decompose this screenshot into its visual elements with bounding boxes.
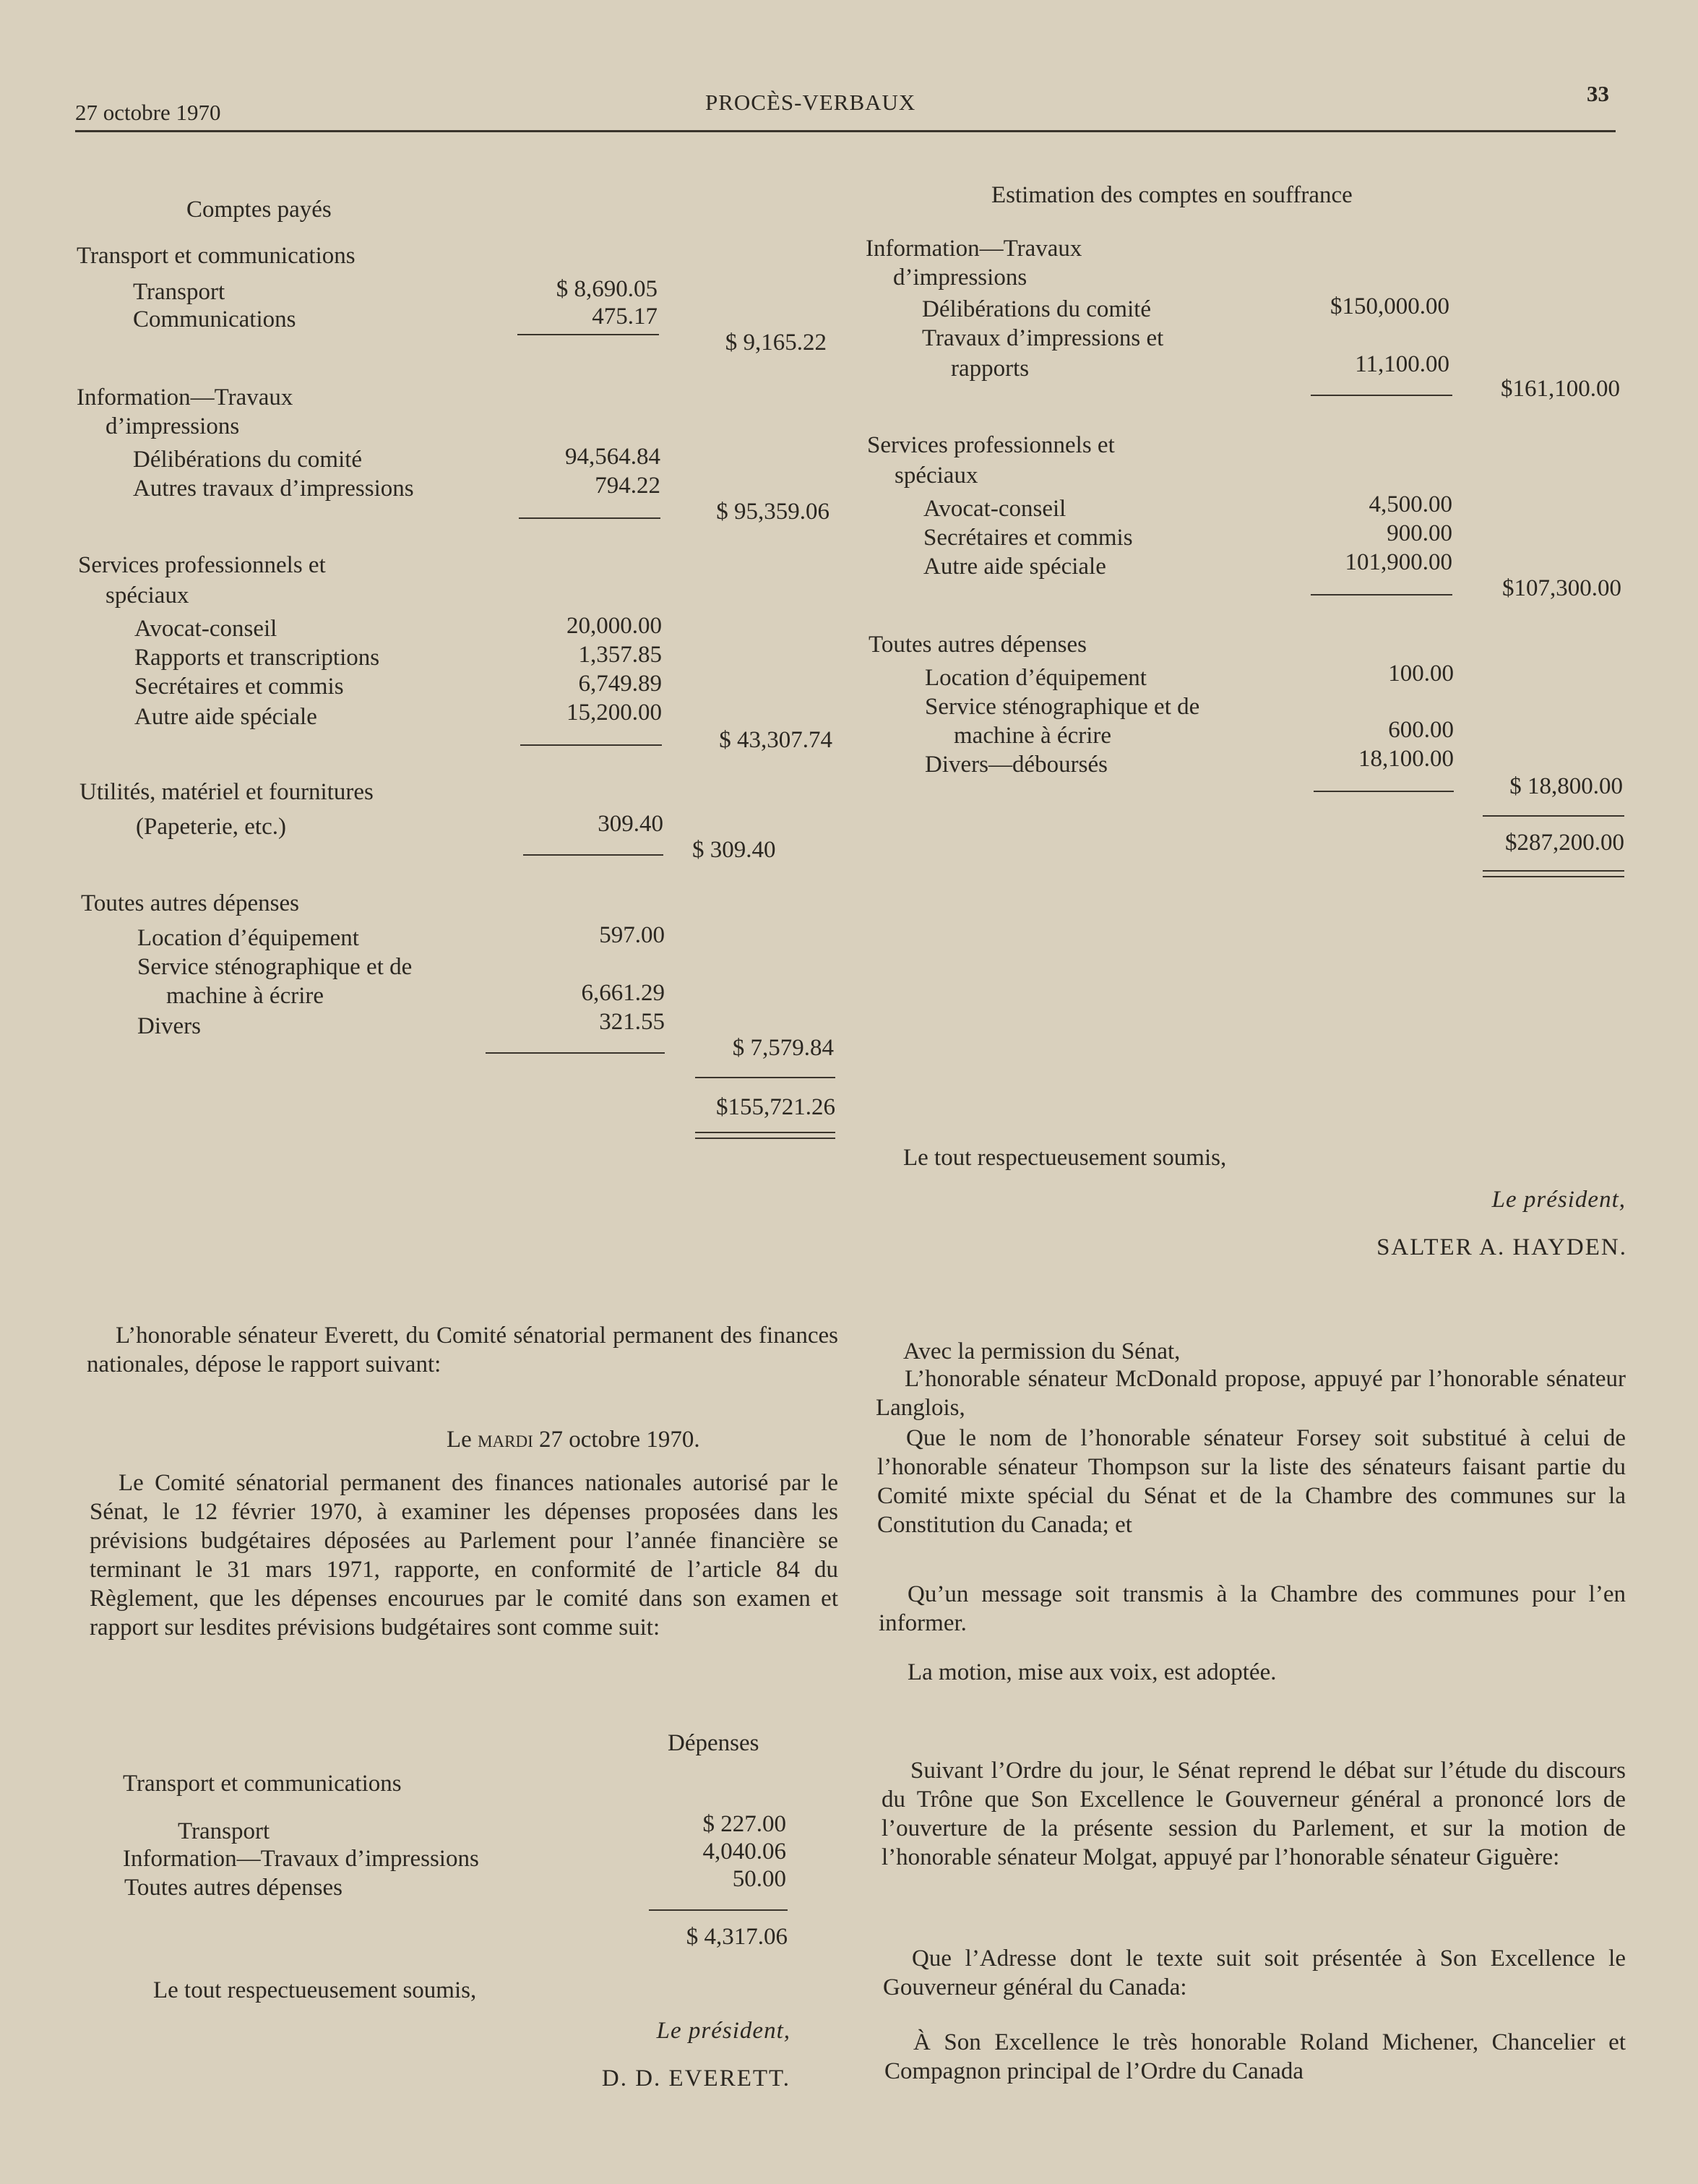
grand-total-rule — [695, 1077, 835, 1078]
signer-name: D. D. EVERETT. — [601, 2065, 790, 2091]
item-value: $150,000.00 — [1330, 293, 1449, 319]
section-title: Transport et communications — [77, 243, 355, 269]
closing-line: Le tout respectueusement soumis, — [153, 1977, 477, 2003]
motion-para3: Qu’un message soit transmis à la Chambre des communes pour l’en informer. — [879, 1581, 1626, 1636]
section-total: $ 309.40 — [692, 837, 776, 863]
item-value: 600.00 — [1388, 717, 1454, 743]
section-title-cont: d’impressions — [105, 413, 240, 439]
subtotal-rule — [1314, 791, 1454, 792]
debate-para2: Que l’Adresse dont le texte suit soit présentée à Son Excellence le Gouverneur général du Canada: — [883, 1946, 1626, 2000]
item-label: Information—Travaux d’impressions — [123, 1846, 479, 1872]
subtotal-rule — [1311, 594, 1452, 596]
item-label: Délibérations du comité — [133, 447, 363, 473]
item-value: $ 8,690.05 — [556, 276, 658, 302]
item-label: Secrétaires et commis — [923, 525, 1133, 551]
item-label-cont: rapports — [951, 356, 1030, 382]
item-value: 900.00 — [1387, 520, 1452, 546]
section-title: Services professionnels et — [78, 552, 326, 578]
header-date: 27 octobre 1970 — [75, 100, 221, 125]
item-label: Autre aide spéciale — [923, 554, 1106, 580]
section-total: $ 43,307.74 — [719, 727, 832, 753]
item-label: Autre aide spéciale — [134, 704, 317, 730]
item-label: Autres travaux d’impressions — [133, 476, 414, 502]
signer-title: Le président, — [656, 2018, 790, 2044]
section-title: Information—Travaux — [866, 236, 1082, 262]
section-title: Toutes autres dépenses — [81, 890, 299, 916]
subtotal-rule — [517, 334, 659, 335]
item-label: Divers — [137, 1013, 201, 1039]
report-date — [447, 1425, 700, 1454]
item-value: 4,500.00 — [1369, 491, 1452, 517]
section-total: $ 9,165.22 — [725, 330, 827, 356]
subtotal-rule — [486, 1052, 665, 1054]
item-value: 321.55 — [599, 1009, 665, 1035]
grand-total: $287,200.00 — [1505, 830, 1624, 856]
item-value: 597.00 — [599, 922, 665, 948]
item-value: 101,900.00 — [1345, 549, 1452, 575]
date-prefix: Le — [447, 1427, 472, 1453]
date-rest: 27 octobre 1970. — [538, 1427, 700, 1453]
report-body: Le Comité sénatorial permanent des finances nationales autorisé par le Sénat, le 12 février 1970, à examiner les dépenses proposées dans les prévisions budgétaires déposées au Parlement pour l’année financière se terminant le 31 mars 1971, rapporte, en conformité de l’article 84 du Règlement, que les dépenses encourues par le comité dans son examen et rapport sur lesdites prévisions budgétaires sont comme suit: — [90, 1470, 838, 1641]
subtotal-rule — [519, 517, 660, 519]
right-accounts-heading: Estimation des comptes en souffrance — [991, 182, 1353, 208]
section-title: Utilités, matériel et fournitures — [79, 779, 374, 805]
header-title: PROCÈS-VERBAUX — [705, 90, 916, 115]
item-label: Secrétaires et commis — [134, 674, 344, 700]
section-title: Information—Travaux — [77, 384, 293, 410]
item-label: Rapports et transcriptions — [134, 645, 380, 671]
item-value: 6,749.89 — [578, 671, 662, 697]
signer-name: SALTER A. HAYDEN. — [1376, 1234, 1627, 1260]
item-label: Location d’équipement — [925, 665, 1147, 691]
item-label: Travaux d’impressions et — [922, 325, 1164, 351]
section-total: $ 7,579.84 — [732, 1035, 834, 1061]
section-title-cont: spéciaux — [105, 582, 189, 609]
section-title: Services professionnels et — [867, 432, 1115, 458]
item-label: Délibérations du comité — [922, 296, 1152, 322]
closing-line: Le tout respectueusement soumis, — [903, 1145, 1227, 1171]
header-rule — [75, 130, 1616, 132]
item-value: 18,100.00 — [1358, 746, 1454, 772]
item-label: Toutes autres dépenses — [124, 1875, 342, 1901]
item-value: 4,040.06 — [702, 1839, 786, 1865]
item-value: 15,200.00 — [566, 700, 662, 726]
item-value: 1,357.85 — [578, 642, 662, 668]
section-title-cont: spéciaux — [895, 463, 978, 489]
subtotal-rule — [520, 744, 662, 746]
report-intro: L’honorable sénateur Everett, du Comité sénatorial permanent des finances nationales, dépose le rapport suivant: — [87, 1323, 838, 1377]
section-title: Toutes autres dépenses — [869, 632, 1087, 658]
item-value: 20,000.00 — [566, 613, 662, 639]
left-accounts-heading: Comptes payés — [186, 197, 332, 223]
item-value: 94,564.84 — [565, 444, 660, 470]
item-label: Service sténographique et de — [137, 954, 413, 980]
item-value: 50.00 — [732, 1866, 786, 1892]
item-label: Location d’équipement — [137, 925, 359, 951]
section-title-cont: d’impressions — [893, 265, 1027, 291]
motion-para1: L’honorable sénateur McDonald propose, appuyé par l’honorable sénateur Langlois, — [876, 1366, 1626, 1421]
motion-para2: Que le nom de l’honorable sénateur Forsey soit substitué à celui de l’honorable sénateur Thompson sur la liste des sénateurs faisant partie du Comité mixte spécial du Sénat et de la Chambre des communes sur la Constitution du Canada; et — [877, 1425, 1626, 1538]
date-day: mardi — [478, 1427, 533, 1453]
item-value: 475.17 — [592, 304, 658, 330]
item-label: Transport — [133, 279, 225, 305]
double-rule-bottom — [695, 1138, 835, 1139]
report-section-title: Transport et communications — [123, 1771, 402, 1797]
debate-para3: À Son Excellence le très honorable Roland Michener, Chancelier et Compagnon principal de l’Ordre du Canada — [884, 2029, 1626, 2084]
double-rule-bottom — [1483, 876, 1624, 877]
item-label: Avocat-conseil — [923, 496, 1066, 522]
signer-title: Le président, — [1491, 1187, 1626, 1213]
item-value: 6,661.29 — [581, 980, 665, 1006]
section-total: $ 18,800.00 — [1509, 773, 1623, 799]
subtotal-rule — [649, 1909, 788, 1911]
item-label-cont: machine à écrire — [166, 983, 324, 1009]
item-value: 100.00 — [1388, 661, 1454, 687]
item-label: Divers—déboursés — [925, 752, 1108, 778]
item-label: Communications — [133, 306, 296, 332]
subtotal-rule — [523, 854, 663, 856]
subtotal-rule — [1311, 395, 1452, 396]
motion-result: La motion, mise aux voix, est adoptée. — [908, 1659, 1277, 1685]
section-total: $161,100.00 — [1501, 376, 1620, 402]
item-value: $ 227.00 — [702, 1811, 786, 1837]
motion-line1: Avec la permission du Sénat, — [903, 1338, 1181, 1364]
double-rule-top — [1483, 870, 1624, 872]
page-number: 33 — [1587, 81, 1609, 106]
item-label: Transport — [178, 1818, 270, 1844]
item-value: 309.40 — [598, 811, 663, 837]
item-value: 11,100.00 — [1355, 351, 1449, 377]
section-total: $ 95,359.06 — [716, 499, 829, 525]
report-total: $ 4,317.06 — [686, 1924, 788, 1950]
item-label: Avocat-conseil — [134, 616, 277, 642]
grand-total-rule — [1483, 815, 1624, 817]
section-total: $107,300.00 — [1502, 575, 1621, 601]
double-rule-top — [695, 1132, 835, 1133]
item-label: Service sténographique et de — [925, 694, 1200, 720]
expenses-column-header: Dépenses — [668, 1730, 759, 1756]
debate-para1: Suivant l’Ordre du jour, le Sénat reprend le débat sur l’étude du discours du Trône que Son Excellence le Gouverneur général a prononcé lors de l’ouverture de la présente session du Parlement, et sur la motion de l’honorable sénateur Molgat, appuyé par l’honorable sénateur Giguère: — [882, 1758, 1626, 1870]
item-label: (Papeterie, etc.) — [136, 814, 286, 840]
item-value: 794.22 — [595, 473, 660, 499]
item-label-cont: machine à écrire — [954, 723, 1112, 749]
grand-total: $155,721.26 — [716, 1094, 835, 1120]
